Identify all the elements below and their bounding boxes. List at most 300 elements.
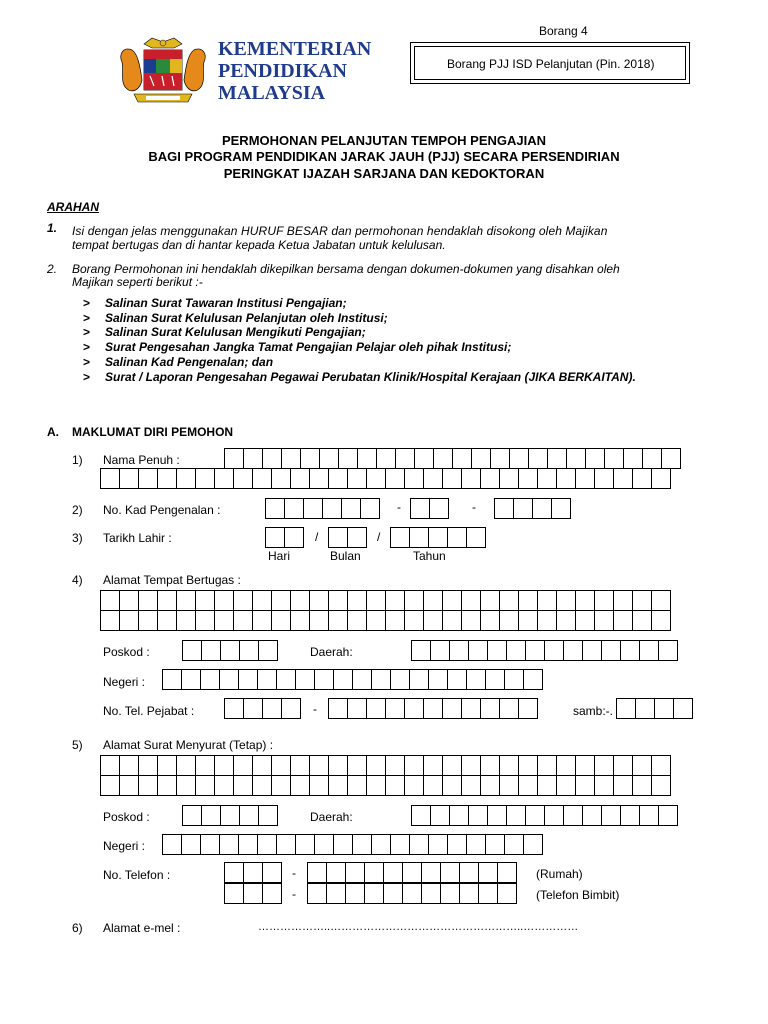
char-box[interactable]: [442, 610, 462, 631]
char-box[interactable]: [252, 610, 272, 631]
char-box[interactable]: [594, 468, 614, 489]
char-box[interactable]: [195, 775, 215, 796]
char-box[interactable]: [300, 448, 320, 469]
char-box[interactable]: [513, 498, 533, 519]
char-box[interactable]: [201, 640, 221, 661]
char-box[interactable]: [328, 698, 348, 719]
char-box[interactable]: [290, 610, 310, 631]
char-box[interactable]: [459, 883, 479, 904]
char-box[interactable]: [214, 468, 234, 489]
char-box[interactable]: [176, 610, 196, 631]
char-box[interactable]: [509, 448, 529, 469]
char-box[interactable]: [632, 755, 652, 776]
char-box[interactable]: [594, 610, 614, 631]
char-box[interactable]: [423, 590, 443, 611]
char-box[interactable]: [490, 448, 510, 469]
char-box[interactable]: [506, 640, 526, 661]
char-box[interactable]: [430, 805, 450, 826]
char-box[interactable]: [547, 448, 567, 469]
char-box[interactable]: [556, 755, 576, 776]
char-box[interactable]: [309, 590, 329, 611]
char-box[interactable]: [157, 775, 177, 796]
char-box[interactable]: [347, 610, 367, 631]
char-box[interactable]: [566, 448, 586, 469]
char-box[interactable]: [518, 610, 538, 631]
char-box[interactable]: [447, 834, 467, 855]
char-box[interactable]: [100, 590, 120, 611]
char-box[interactable]: [257, 834, 277, 855]
char-box[interactable]: [575, 775, 595, 796]
work-address-row1[interactable]: [100, 590, 670, 611]
char-box[interactable]: [307, 862, 327, 883]
char-box[interactable]: [290, 775, 310, 796]
mail-address-row2[interactable]: [100, 775, 670, 796]
char-box[interactable]: [262, 448, 282, 469]
char-box[interactable]: [366, 698, 386, 719]
char-box[interactable]: [499, 698, 519, 719]
char-box[interactable]: [341, 498, 361, 519]
char-box[interactable]: [390, 527, 410, 548]
char-box[interactable]: [480, 610, 500, 631]
char-box[interactable]: [119, 590, 139, 611]
char-box[interactable]: [410, 498, 430, 519]
char-box[interactable]: [428, 669, 448, 690]
char-box[interactable]: [452, 448, 472, 469]
char-box[interactable]: [252, 755, 272, 776]
char-box[interactable]: [506, 805, 526, 826]
char-box[interactable]: [480, 755, 500, 776]
char-box[interactable]: [271, 468, 291, 489]
char-box[interactable]: [157, 755, 177, 776]
char-box[interactable]: [404, 698, 424, 719]
char-box[interactable]: [284, 498, 304, 519]
char-box[interactable]: [414, 448, 434, 469]
char-box[interactable]: [575, 468, 595, 489]
char-box[interactable]: [594, 590, 614, 611]
char-box[interactable]: [654, 698, 674, 719]
char-box[interactable]: [582, 805, 602, 826]
char-box[interactable]: [409, 527, 429, 548]
char-box[interactable]: [449, 805, 469, 826]
char-box[interactable]: [563, 640, 583, 661]
char-box[interactable]: [366, 775, 386, 796]
char-box[interactable]: [100, 468, 120, 489]
char-box[interactable]: [309, 468, 329, 489]
char-box[interactable]: [404, 755, 424, 776]
char-box[interactable]: [494, 498, 514, 519]
char-box[interactable]: [314, 669, 334, 690]
char-box[interactable]: [433, 448, 453, 469]
char-box[interactable]: [162, 834, 182, 855]
char-box[interactable]: [499, 775, 519, 796]
char-box[interactable]: [366, 590, 386, 611]
char-box[interactable]: [176, 468, 196, 489]
char-box[interactable]: [468, 805, 488, 826]
char-box[interactable]: [497, 862, 517, 883]
char-box[interactable]: [345, 862, 365, 883]
char-box[interactable]: [411, 805, 431, 826]
char-box[interactable]: [219, 669, 239, 690]
char-box[interactable]: [338, 448, 358, 469]
char-box[interactable]: [265, 527, 285, 548]
char-box[interactable]: [485, 834, 505, 855]
char-box[interactable]: [328, 527, 348, 548]
char-box[interactable]: [376, 448, 396, 469]
char-box[interactable]: [271, 590, 291, 611]
char-box[interactable]: [138, 468, 158, 489]
char-box[interactable]: [442, 698, 462, 719]
char-box[interactable]: [429, 498, 449, 519]
mail-poskod[interactable]: [182, 805, 277, 826]
char-box[interactable]: [347, 590, 367, 611]
char-box[interactable]: [290, 590, 310, 611]
tel-bimbit-code[interactable]: [224, 883, 281, 904]
char-box[interactable]: [182, 805, 202, 826]
char-box[interactable]: [402, 862, 422, 883]
char-box[interactable]: [447, 527, 467, 548]
char-box[interactable]: [585, 448, 605, 469]
name-row2[interactable]: [100, 468, 670, 489]
char-box[interactable]: [518, 468, 538, 489]
char-box[interactable]: [243, 883, 263, 904]
char-box[interactable]: [487, 805, 507, 826]
char-box[interactable]: [395, 448, 415, 469]
char-box[interactable]: [604, 448, 624, 469]
char-box[interactable]: [328, 468, 348, 489]
char-box[interactable]: [157, 610, 177, 631]
char-box[interactable]: [176, 775, 196, 796]
char-box[interactable]: [214, 590, 234, 611]
char-box[interactable]: [442, 775, 462, 796]
char-box[interactable]: [658, 640, 678, 661]
char-box[interactable]: [181, 834, 201, 855]
char-box[interactable]: [200, 669, 220, 690]
char-box[interactable]: [575, 590, 595, 611]
char-box[interactable]: [544, 805, 564, 826]
tel-bimbit-number[interactable]: [307, 883, 516, 904]
char-box[interactable]: [214, 755, 234, 776]
char-box[interactable]: [449, 640, 469, 661]
mail-negeri[interactable]: [162, 834, 542, 855]
dob-year[interactable]: [390, 527, 485, 548]
char-box[interactable]: [613, 755, 633, 776]
char-box[interactable]: [262, 862, 282, 883]
tel-pejabat-number[interactable]: [328, 698, 537, 719]
char-box[interactable]: [347, 775, 367, 796]
char-box[interactable]: [290, 468, 310, 489]
char-box[interactable]: [556, 590, 576, 611]
char-box[interactable]: [328, 755, 348, 776]
char-box[interactable]: [525, 805, 545, 826]
char-box[interactable]: [100, 755, 120, 776]
char-box[interactable]: [138, 775, 158, 796]
char-box[interactable]: [233, 775, 253, 796]
char-box[interactable]: [471, 448, 491, 469]
char-box[interactable]: [252, 590, 272, 611]
char-box[interactable]: [333, 834, 353, 855]
char-box[interactable]: [347, 755, 367, 776]
char-box[interactable]: [478, 883, 498, 904]
char-box[interactable]: [157, 468, 177, 489]
char-box[interactable]: [673, 698, 693, 719]
char-box[interactable]: [504, 669, 524, 690]
char-box[interactable]: [651, 775, 671, 796]
char-box[interactable]: [556, 468, 576, 489]
char-box[interactable]: [430, 640, 450, 661]
char-box[interactable]: [518, 775, 538, 796]
char-box[interactable]: [243, 862, 263, 883]
char-box[interactable]: [326, 862, 346, 883]
char-box[interactable]: [556, 775, 576, 796]
char-box[interactable]: [357, 448, 377, 469]
char-box[interactable]: [243, 698, 263, 719]
char-box[interactable]: [195, 468, 215, 489]
char-box[interactable]: [119, 775, 139, 796]
char-box[interactable]: [390, 669, 410, 690]
char-box[interactable]: [347, 698, 367, 719]
char-box[interactable]: [138, 755, 158, 776]
char-box[interactable]: [480, 468, 500, 489]
char-box[interactable]: [485, 669, 505, 690]
char-box[interactable]: [651, 590, 671, 611]
char-box[interactable]: [224, 448, 244, 469]
char-box[interactable]: [271, 775, 291, 796]
char-box[interactable]: [651, 755, 671, 776]
char-box[interactable]: [409, 669, 429, 690]
char-box[interactable]: [385, 775, 405, 796]
char-box[interactable]: [402, 883, 422, 904]
dob-month[interactable]: [328, 527, 366, 548]
char-box[interactable]: [442, 468, 462, 489]
char-box[interactable]: [219, 834, 239, 855]
char-box[interactable]: [224, 698, 244, 719]
char-box[interactable]: [181, 669, 201, 690]
char-box[interactable]: [544, 640, 564, 661]
char-box[interactable]: [466, 669, 486, 690]
char-box[interactable]: [423, 755, 443, 776]
char-box[interactable]: [224, 862, 244, 883]
char-box[interactable]: [537, 755, 557, 776]
char-box[interactable]: [371, 669, 391, 690]
char-box[interactable]: [162, 669, 182, 690]
char-box[interactable]: [632, 775, 652, 796]
char-box[interactable]: [404, 775, 424, 796]
char-box[interactable]: [518, 698, 538, 719]
char-box[interactable]: [119, 610, 139, 631]
char-box[interactable]: [138, 590, 158, 611]
char-box[interactable]: [252, 468, 272, 489]
char-box[interactable]: [461, 698, 481, 719]
char-box[interactable]: [385, 698, 405, 719]
dob-day[interactable]: [265, 527, 303, 548]
char-box[interactable]: [428, 834, 448, 855]
char-box[interactable]: [620, 805, 640, 826]
char-box[interactable]: [661, 448, 681, 469]
char-box[interactable]: [639, 640, 659, 661]
samb-number[interactable]: [616, 698, 692, 719]
char-box[interactable]: [385, 755, 405, 776]
char-box[interactable]: [195, 590, 215, 611]
char-box[interactable]: [658, 805, 678, 826]
char-box[interactable]: [360, 498, 380, 519]
char-box[interactable]: [319, 448, 339, 469]
char-box[interactable]: [601, 805, 621, 826]
char-box[interactable]: [466, 527, 486, 548]
char-box[interactable]: [404, 468, 424, 489]
char-box[interactable]: [499, 755, 519, 776]
char-box[interactable]: [575, 610, 595, 631]
char-box[interactable]: [504, 834, 524, 855]
char-box[interactable]: [499, 468, 519, 489]
char-box[interactable]: [594, 775, 614, 796]
char-box[interactable]: [632, 610, 652, 631]
char-box[interactable]: [257, 669, 277, 690]
char-box[interactable]: [220, 640, 240, 661]
char-box[interactable]: [200, 834, 220, 855]
tel-rumah-code[interactable]: [224, 862, 281, 883]
char-box[interactable]: [371, 834, 391, 855]
char-box[interactable]: [651, 468, 671, 489]
char-box[interactable]: [347, 527, 367, 548]
char-box[interactable]: [309, 755, 329, 776]
char-box[interactable]: [322, 498, 342, 519]
char-box[interactable]: [461, 610, 481, 631]
char-box[interactable]: [613, 468, 633, 489]
char-box[interactable]: [265, 498, 285, 519]
char-box[interactable]: [364, 862, 384, 883]
char-box[interactable]: [383, 862, 403, 883]
char-box[interactable]: [214, 610, 234, 631]
char-box[interactable]: [281, 698, 301, 719]
char-box[interactable]: [409, 834, 429, 855]
tel-rumah-number[interactable]: [307, 862, 516, 883]
char-box[interactable]: [440, 862, 460, 883]
work-negeri[interactable]: [162, 669, 542, 690]
char-box[interactable]: [461, 755, 481, 776]
char-box[interactable]: [620, 640, 640, 661]
mail-daerah[interactable]: [411, 805, 677, 826]
char-box[interactable]: [314, 834, 334, 855]
char-box[interactable]: [537, 590, 557, 611]
char-box[interactable]: [525, 640, 545, 661]
char-box[interactable]: [233, 755, 253, 776]
char-box[interactable]: [201, 805, 221, 826]
char-box[interactable]: [271, 755, 291, 776]
char-box[interactable]: [258, 640, 278, 661]
tel-pejabat-code[interactable]: [224, 698, 300, 719]
char-box[interactable]: [556, 610, 576, 631]
char-box[interactable]: [176, 590, 196, 611]
char-box[interactable]: [442, 590, 462, 611]
char-box[interactable]: [385, 610, 405, 631]
char-box[interactable]: [366, 755, 386, 776]
char-box[interactable]: [632, 590, 652, 611]
char-box[interactable]: [497, 883, 517, 904]
char-box[interactable]: [276, 834, 296, 855]
work-address-row2[interactable]: [100, 610, 670, 631]
char-box[interactable]: [442, 755, 462, 776]
char-box[interactable]: [366, 468, 386, 489]
char-box[interactable]: [390, 834, 410, 855]
char-box[interactable]: [601, 640, 621, 661]
char-box[interactable]: [309, 610, 329, 631]
char-box[interactable]: [651, 610, 671, 631]
char-box[interactable]: [239, 640, 259, 661]
char-box[interactable]: [295, 669, 315, 690]
char-box[interactable]: [623, 448, 643, 469]
char-box[interactable]: [224, 883, 244, 904]
char-box[interactable]: [478, 862, 498, 883]
char-box[interactable]: [252, 775, 272, 796]
char-box[interactable]: [461, 468, 481, 489]
char-box[interactable]: [271, 610, 291, 631]
char-box[interactable]: [594, 755, 614, 776]
char-box[interactable]: [239, 805, 259, 826]
char-box[interactable]: [295, 834, 315, 855]
char-box[interactable]: [632, 468, 652, 489]
char-box[interactable]: [551, 498, 571, 519]
char-box[interactable]: [238, 834, 258, 855]
mail-address-row1[interactable]: [100, 755, 670, 776]
char-box[interactable]: [333, 669, 353, 690]
char-box[interactable]: [214, 775, 234, 796]
char-box[interactable]: [642, 448, 662, 469]
char-box[interactable]: [100, 610, 120, 631]
char-box[interactable]: [385, 468, 405, 489]
char-box[interactable]: [195, 610, 215, 631]
char-box[interactable]: [303, 498, 323, 519]
ic-part1[interactable]: [265, 498, 379, 519]
char-box[interactable]: [238, 669, 258, 690]
char-box[interactable]: [328, 610, 348, 631]
char-box[interactable]: [466, 834, 486, 855]
char-box[interactable]: [364, 883, 384, 904]
char-box[interactable]: [411, 640, 431, 661]
char-box[interactable]: [276, 669, 296, 690]
char-box[interactable]: [421, 862, 441, 883]
char-box[interactable]: [523, 669, 543, 690]
char-box[interactable]: [258, 805, 278, 826]
char-box[interactable]: [262, 698, 282, 719]
char-box[interactable]: [100, 775, 120, 796]
work-poskod[interactable]: [182, 640, 277, 661]
char-box[interactable]: [309, 775, 329, 796]
char-box[interactable]: [233, 590, 253, 611]
char-box[interactable]: [487, 640, 507, 661]
char-box[interactable]: [328, 590, 348, 611]
char-box[interactable]: [290, 755, 310, 776]
char-box[interactable]: [518, 590, 538, 611]
char-box[interactable]: [532, 498, 552, 519]
char-box[interactable]: [195, 755, 215, 776]
char-box[interactable]: [352, 669, 372, 690]
char-box[interactable]: [428, 527, 448, 548]
char-box[interactable]: [385, 590, 405, 611]
char-box[interactable]: [307, 883, 327, 904]
char-box[interactable]: [480, 590, 500, 611]
char-box[interactable]: [352, 834, 372, 855]
char-box[interactable]: [157, 590, 177, 611]
char-box[interactable]: [480, 775, 500, 796]
char-box[interactable]: [480, 698, 500, 719]
char-box[interactable]: [233, 610, 253, 631]
char-box[interactable]: [421, 883, 441, 904]
char-box[interactable]: [635, 698, 655, 719]
char-box[interactable]: [459, 862, 479, 883]
char-box[interactable]: [616, 698, 636, 719]
char-box[interactable]: [138, 610, 158, 631]
char-box[interactable]: [326, 883, 346, 904]
